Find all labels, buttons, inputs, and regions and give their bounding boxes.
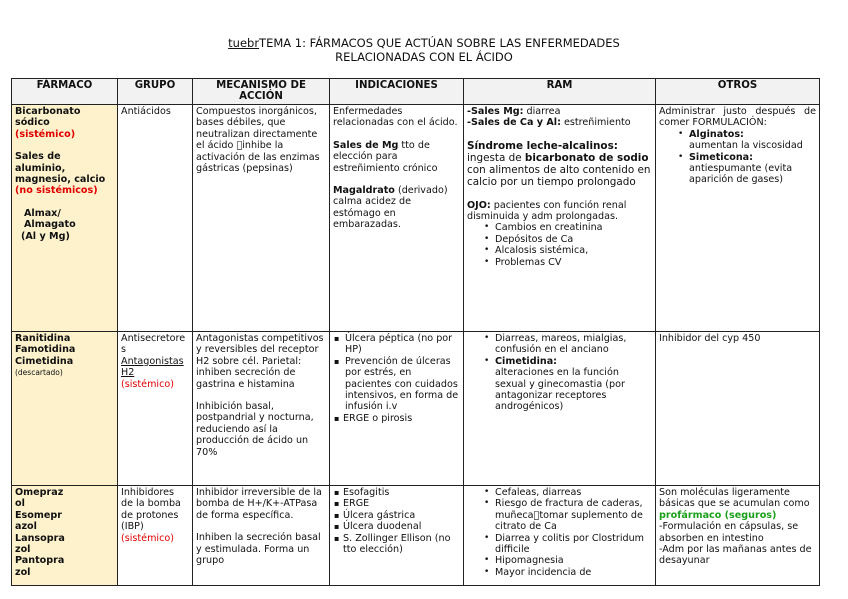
group-name: Antagonistas H2 — [121, 355, 184, 379]
drug-note: (no sistémicos) — [15, 185, 98, 197]
drug-note: (sistémico) — [15, 128, 76, 140]
cell-otros — [656, 105, 820, 332]
group-note: (sistémico) — [121, 532, 174, 544]
indication-text: Sales de Mg tto de elección para estreñimiento crónico — [333, 139, 438, 174]
cell-indicaciones — [330, 486, 464, 586]
list-item: • Mayor incidencia de — [495, 567, 652, 578]
drug-name: Lansopra — [15, 532, 65, 544]
otros-list — [659, 129, 816, 186]
header-mecanismo: MECANISMO DE ACCIÓN — [193, 79, 330, 105]
header-ram: RAM — [464, 79, 656, 105]
otros-text: -Formulación en cápsulas, se absorben en intestino — [659, 521, 799, 544]
drug-name: zol — [15, 544, 31, 556]
list-item: ▪ Úlcera péptica (no por HP) — [335, 333, 460, 356]
list-item: • Depósitos de Ca — [495, 234, 652, 245]
list-item: • Alginatos: aumentan la viscosidad — [689, 129, 816, 152]
list-item: • Diarrea y colitis por Clostridum difficile — [495, 533, 652, 556]
table-row — [12, 332, 820, 486]
drug-name: ol — [15, 498, 25, 510]
drug-name: Famotidina — [15, 344, 76, 356]
cell-ram — [464, 486, 656, 586]
drug-name: zol — [15, 566, 31, 578]
list-item: • Cefaleas, diarreas — [495, 487, 652, 498]
list-item: ▪ ERGE o pirosis — [335, 413, 460, 424]
drug-name: Esomepr — [15, 509, 62, 521]
mechanism-text: Inhibición basal, postpandrial y nocturna, reduciendo así la producción de ácido un 70% — [196, 401, 314, 458]
list-item: ▪ ERGE — [335, 498, 460, 509]
document-title-line-1 — [0, 36, 848, 50]
group-name: Inhibidores de la bomba de protones (IBP) — [121, 487, 181, 533]
drug-table — [11, 78, 820, 586]
drug-note: (Al y Mg) — [21, 230, 70, 242]
mechanism-text: Inhibidor irreversible de la bomba de H+/K+-ATPasa de forma específica. — [196, 487, 322, 521]
drug-name: Bicarbonato sódico — [15, 106, 81, 129]
ram-list — [467, 222, 652, 268]
list-item: ▪ Úlcera duodenal — [335, 521, 460, 532]
ram-text: -Sales Mg: diarrea — [467, 106, 561, 117]
indications-list — [333, 333, 460, 424]
header-grupo: GRUPO — [118, 79, 193, 105]
list-item: • Diarreas, mareos, mialgias, confusión en el anciano — [495, 333, 652, 356]
drug-name: Omepraz — [15, 487, 64, 498]
list-item: • Simeticona: antiespumante (evita aparición de gases) — [689, 152, 816, 186]
cell-ram — [464, 105, 656, 332]
table-header-row — [12, 79, 820, 105]
mechanism-text: Antagonistas competitivos y reversibles del receptor H2 sobre cél. Parietal: inhiben secreción de gastrina e histamina — [196, 333, 324, 390]
drug-name: Pantopra — [15, 555, 65, 567]
list-item: • Problemas CV — [495, 257, 652, 268]
list-item: ▪ Esofagitis — [335, 487, 460, 498]
indications-list — [333, 487, 460, 555]
cell-mecanismo — [193, 332, 330, 486]
drug-name: Cimetidina — [15, 355, 74, 367]
cell-mecanismo — [193, 486, 330, 586]
title-main: TEMA 1: FÁRMACOS QUE ACTÚAN SOBRE LAS ENFERMEDADES — [259, 36, 620, 50]
drug-note: (descartado) — [15, 368, 63, 378]
cell-farmaco — [12, 486, 118, 586]
drug-name: Sales de aluminio, magnesio, calcio — [15, 151, 106, 186]
ram-list — [467, 487, 652, 578]
list-item: • Hipomagnesia — [495, 555, 652, 566]
cell-indicaciones — [330, 332, 464, 486]
list-item: ▪ S. Zollinger Ellison (no tto elección) — [335, 533, 460, 556]
header-otros: OTROS — [656, 79, 820, 105]
cell-grupo — [118, 332, 193, 486]
list-item: ▪ Prevención de úlceras por estrés, en pacientes con cuidados intensivos, en forma de infusión i.v — [335, 356, 460, 413]
list-item: ▪ Úlcera gástrica — [335, 510, 460, 521]
mechanism-text: Inhiben la secreción basal y estimulada. Forma un grupo — [196, 532, 321, 567]
cell-grupo: Antiácidos — [118, 105, 193, 332]
list-item: • Riesgo de fractura de caderas, muñeca tomar suplemento de citrato de Ca — [495, 498, 652, 532]
table-row — [12, 486, 820, 586]
cell-otros — [656, 486, 820, 586]
drug-name: Ranitidina — [15, 333, 71, 344]
otros-text: Son moléculas ligeramente básicas que se acumulan como profármaco (seguros) — [659, 487, 810, 521]
group-note: (sistémico) — [121, 378, 174, 390]
list-item: • Cambios en creatinina — [495, 222, 652, 233]
ram-text: OJO: pacientes con función renal disminuida y adm prolongadas. — [467, 199, 627, 223]
document-title-line-2: RELACIONADAS CON EL ÁCIDO — [335, 50, 513, 64]
indication-text: Magaldrato (derivado) calma acidez de estómago en embarazadas. — [333, 185, 448, 231]
otros-text: -Adm por las mañanas antes de desayunar — [659, 544, 812, 567]
group-name: Antisecretores — [121, 333, 186, 356]
drug-name: azol — [15, 521, 37, 533]
ram-text: Síndrome leche-alcalinos: ingesta de bicarbonato de sodio con alimentos de alto contenido en calcio por un tiempo prolongado — [467, 139, 651, 189]
ram-text: -Sales de Ca y Al: estreñimiento — [467, 117, 631, 129]
indication-text: Enfermedades relacionadas con el ácido. — [333, 106, 458, 129]
cell-otros: Inhibidor del cyp 450 — [656, 332, 820, 486]
ram-list — [467, 333, 652, 413]
cell-farmaco — [12, 105, 118, 332]
title-prefix: tuebr — [228, 36, 260, 50]
header-indicaciones: INDICACIONES — [330, 79, 464, 105]
otros-text: Administrar justo después de comer FORMULACIÓN: — [659, 106, 816, 129]
table-row — [12, 105, 820, 332]
list-item: • Cimetidina: alteraciones en la función sexual y ginecomastia (por antagonizar receptores androgénicos) — [495, 356, 652, 413]
list-item: • Alcalosis sistémica, — [495, 245, 652, 256]
cell-farmaco — [12, 332, 118, 486]
cell-mecanismo: Compuestos inorgánicos, bases débiles, que neutralizan directamente el ácido  inhibe la activación de las enzimas gástricas (pepsinas) — [193, 105, 330, 332]
cell-indicaciones — [330, 105, 464, 332]
drug-name: Almax/ Almagato — [24, 207, 76, 231]
cell-ram — [464, 332, 656, 486]
cell-grupo — [118, 486, 193, 586]
header-farmaco: FÁRMACO — [12, 79, 118, 105]
